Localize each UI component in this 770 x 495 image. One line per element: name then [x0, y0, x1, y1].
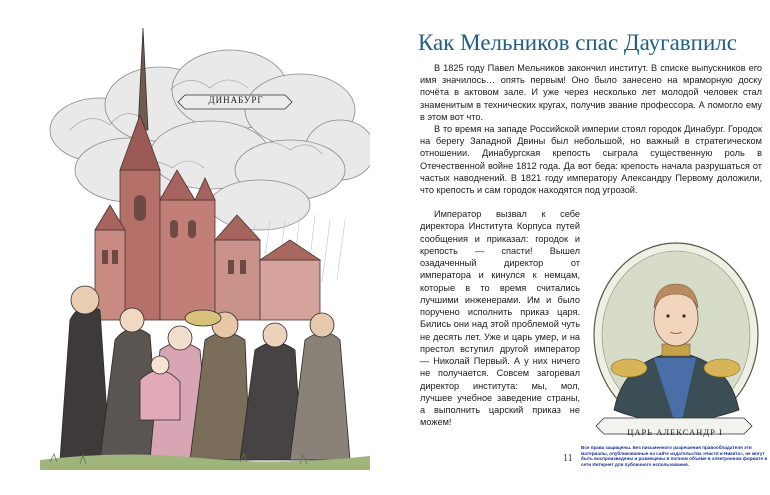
portrait-caption: ЦАРЬ АЛЕКСАНДР I [627, 427, 723, 437]
paragraph: Император вызвал к себе директора Института Корпуса путей сообщения и приказал: городок и крепость — спасти! Вышел озадаченный директор от императора и кинулся к немцам, которые в то время считались лучшими инженерами. Им и было поручено исполнить приказ царя. Бились они над этой проблемой чуть не десять лет. Уже и царь умер, и на престол вступил другой император — Николай Первый. А у них ничего не получается. Совсем загоревал директор института: мы, мол, лучшее учебное заведение страны, а выполнить царский приказ не можем! [420, 209, 580, 428]
dinaburg-banner-label: ДИНАБУРГ [208, 95, 264, 105]
paragraph: В 1825 году Павел Мельников закончил институт. В списке выпускников его имя значилось… опять первым! Оно было занесено на мраморную доску почёта в актовом зале. И уже через несколько лет молодой человек стал знаменитым в технических кругах, получив звание профессора. А помогло ему в этом вот что. [420, 63, 762, 122]
alexander-portrait [584, 240, 764, 440]
page-title: Как Мельников спас Даугавпилс [418, 30, 737, 55]
paragraph: В то время на западе Российской империи стоял городок Динабург. Городок на берегу Западной Двины был небольшой, но важный в стратегическом отношении. Динабургская крепость сыграла существенную роль в Отечественной войне 1812 года. Да вот беда: крепость начала разрушаться от частых наводнений. В 1821 году императору Александру Первому доложили, что крепость и сам городок находятся под угрозой. [420, 124, 762, 196]
copyright-notice: Все права защищены. Без письменного разрешения правообладателя эти материалы, опубликованные на сайте издательства «Настя и Никита», не могут быть воспроизведены и размещены в полном объеме в электронном формате в сети Интернет для публичного использования. [581, 445, 768, 467]
page-number: 11 [563, 453, 573, 464]
article-body-narrow [420, 208, 580, 429]
article-body [420, 62, 762, 196]
dinaburg-illustration [40, 20, 370, 470]
